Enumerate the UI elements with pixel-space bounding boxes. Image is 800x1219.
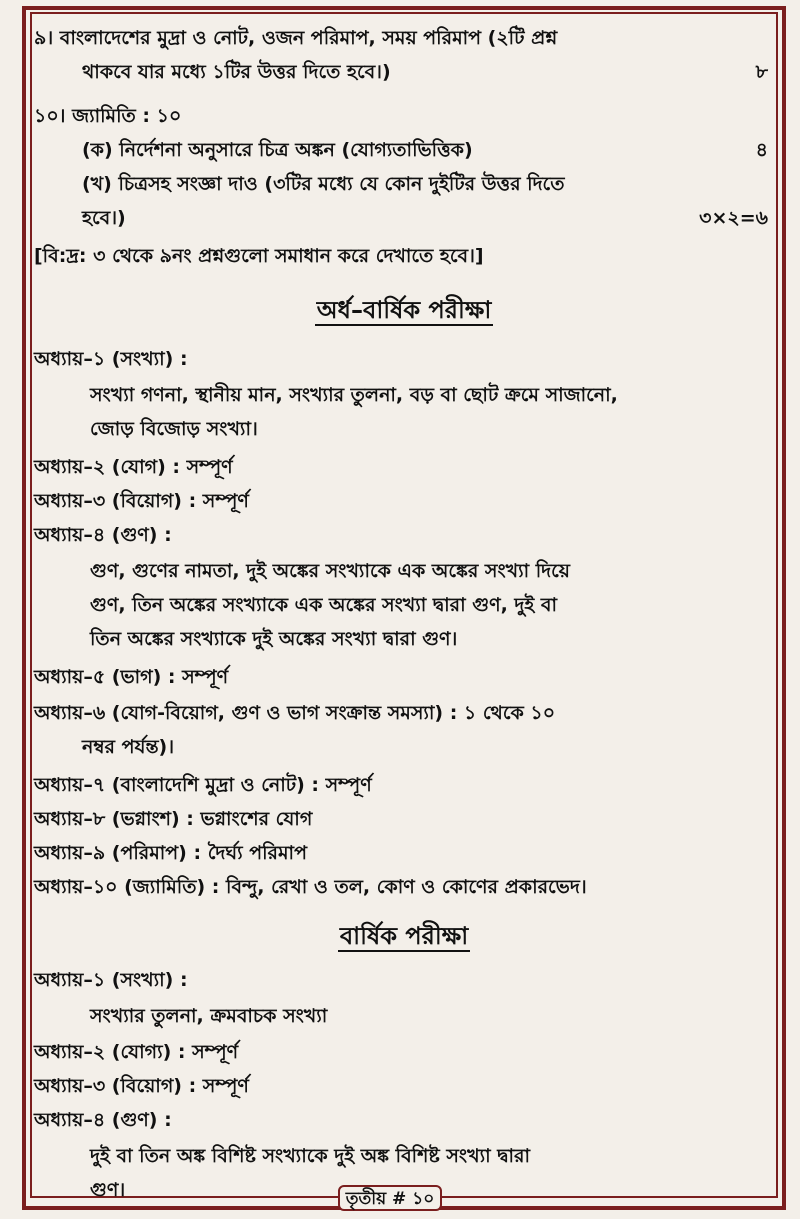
page-number-badge: তৃতীয় # ১০ (338, 1185, 442, 1211)
annual-heading (34, 920, 774, 953)
item-10-part-a-marks: ৪ (755, 139, 768, 161)
half-yearly-line: অধ্যায়–২ (যোগ) : সম্পূর্ণ (34, 456, 233, 478)
half-yearly-line: অধ্যায়–৮ (ভগ্নাংশ) : ভগ্নাংশের যোগ (34, 808, 313, 830)
annual-line: অধ্যায়–২ (যোগ্য) : সম্পূর্ণ (34, 1041, 239, 1063)
half-yearly-heading (34, 294, 774, 327)
item-10-part-b-marks: ৩×২=৬ (699, 207, 768, 229)
half-yearly-line: অধ্যায়–৯ (পরিমাপ) : দৈর্ঘ্য পরিমাপ (34, 842, 307, 864)
half-yearly-line: অধ্যায়–৪ (গুণ) : (34, 524, 172, 546)
half-yearly-line: অধ্যায়–৩ (বিয়োগ) : সম্পূর্ণ (34, 490, 249, 512)
half-yearly-title: অর্ধ–বার্ষিক পরীক্ষা (316, 296, 492, 324)
half-yearly-line: অধ্যায়–১ (সংখ্যা) : (34, 348, 188, 370)
item-10-part-b-line-2: হবে।) (82, 207, 126, 229)
half-yearly-line: অধ্যায়–৫ (ভাগ) : সম্পূর্ণ (34, 666, 229, 688)
annual-line: দুই বা তিন অঙ্ক বিশিষ্ট সংখ্যাকে দুই অঙ্ক বিশিষ্ট সংখ্যা দ্বারা (90, 1145, 530, 1167)
item-10-heading: ১০। জ্যামিতি : ১০ (34, 105, 182, 127)
note-line: [বি:দ্র: ৩ থেকে ৯নং প্রশ্নগুলো সমাধান করে দেখাতে হবে।] (34, 245, 484, 267)
half-yearly-line: অধ্যায়–১০ (জ্যামিতি) : বিন্দু, রেখা ও তল, কোণ ও কোণের প্রকারভেদ। (34, 876, 587, 898)
half-yearly-line: সংখ্যা গণনা, স্থানীয় মান, সংখ্যার তুলনা, বড় বা ছোট ক্রমে সাজানো, (90, 384, 618, 406)
item-10-part-b-line-1: (খ) চিত্রসহ সংজ্ঞা দাও (৩টির মধ্যে যে কোন দুইটির উত্তর দিতে (82, 173, 565, 195)
item-10-part-a: (ক) নির্দেশনা অনুসারে চিত্র অঙ্কন (যোগ্যতাভিত্তিক) (82, 139, 473, 161)
half-yearly-line: নম্বর পর্যন্ত)। (82, 736, 175, 758)
annual-line: অধ্যায়–১ (সংখ্যা) : (34, 969, 188, 991)
item-9-marks: ৮ (755, 61, 768, 83)
annual-title: বার্ষিক পরীক্ষা (339, 922, 469, 950)
half-yearly-line: তিন অঙ্কের সংখ্যাকে দুই অঙ্কের সংখ্যা দ্বারা গুণ। (90, 628, 458, 650)
annual-line: অধ্যায়–৪ (গুণ) : (34, 1109, 172, 1131)
half-yearly-line: জোড় বিজোড় সংখ্যা। (90, 418, 258, 440)
half-yearly-line: গুণ, তিন অঙ্কের সংখ্যাকে এক অঙ্কের সংখ্যা দ্বারা গুণ, দুই বা (90, 594, 557, 616)
half-yearly-line: গুণ, গুণের নামতা, দুই অঙ্কের সংখ্যাকে এক অঙ্কের সংখ্যা দিয়ে (90, 560, 570, 582)
item-9-line-2: থাকবে যার মধ্যে ১টির উত্তর দিতে হবে।) (82, 61, 391, 83)
annual-line: সংখ্যার তুলনা, ক্রমবাচক সংখ্যা (90, 1005, 328, 1027)
annual-line: গুণ। (90, 1179, 126, 1201)
half-yearly-line: অধ্যায়–৭ (বাংলাদেশি মুদ্রা ও নোট) : সম্পূর্ণ (34, 774, 372, 796)
item-9-line-1: ৯। বাংলাদেশের মুদ্রা ও নোট, ওজন পরিমাপ, সময় পরিমাপ (২টি প্রশ্ন (34, 27, 558, 49)
half-yearly-line: অধ্যায়–৬ (যোগ-বিয়োগ, গুণ ও ভাগ সংক্রান্ত সমস্যা) : ১ থেকে ১০ (34, 702, 556, 724)
annual-line: অধ্যায়–৩ (বিয়োগ) : সম্পূর্ণ (34, 1075, 249, 1097)
